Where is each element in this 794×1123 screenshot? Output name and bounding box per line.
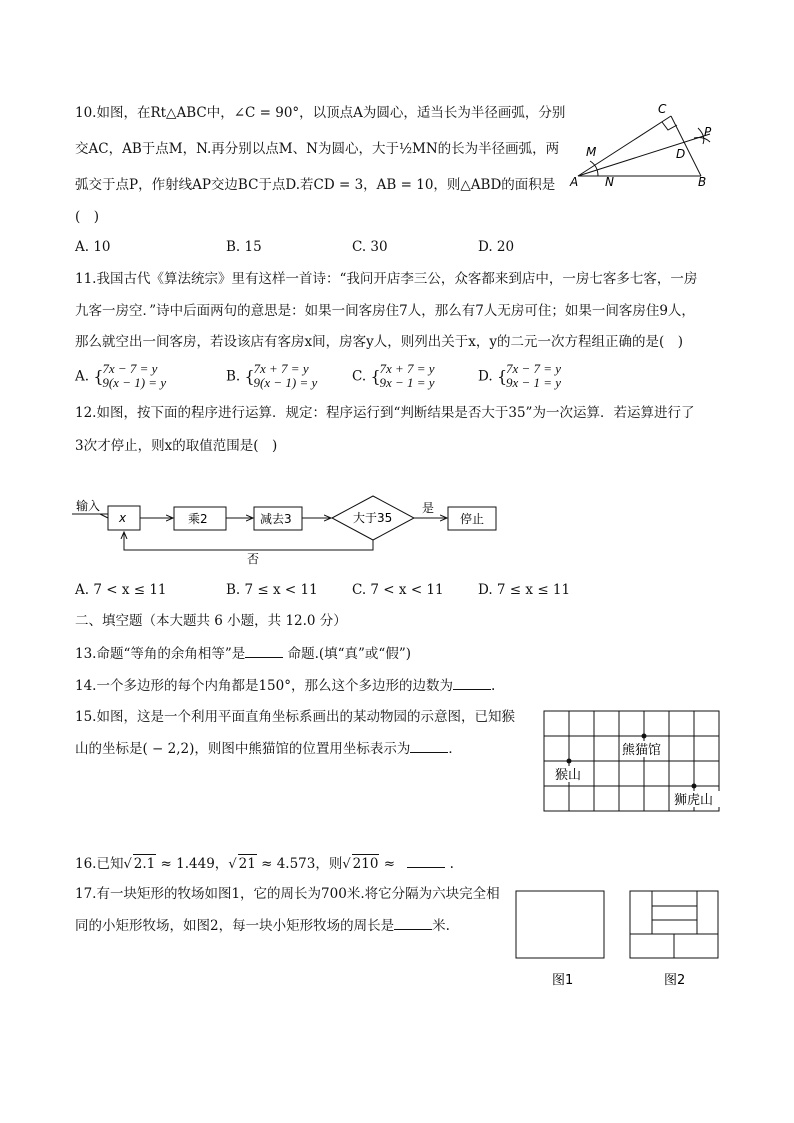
q11-option-b-eq1: 7x + 7 = y: [253, 361, 309, 376]
figure-2-rectangle: [630, 891, 718, 958]
flow-multiply-label: 乘2: [188, 512, 208, 526]
label-a: A: [570, 175, 579, 189]
monkey-point: [567, 759, 572, 764]
q10-line-2: 交AC，AB于点M，N.再分别以点M、N为圆心，大于½MN的长为半径画弧，两: [75, 141, 560, 157]
q11-option-c-label: C.: [352, 368, 367, 385]
q14-answer-blank[interactable]: [453, 677, 491, 690]
q16-value-2: ≈ 4.573，则: [256, 856, 343, 872]
label-d: D: [676, 147, 686, 161]
figure-1-caption: 图1: [552, 973, 574, 988]
q10-triangle-figure: [568, 98, 718, 190]
figure-1-rectangle: [516, 891, 604, 958]
q11-option-c: C. { 7x + 7 = y 9x − 1 = y: [352, 361, 435, 390]
q17-line-1: 17.有一块矩形的牧场如图1，它的周长为700米.将它分隔为六块完全相: [75, 886, 500, 902]
flow-stop-label: 停止: [460, 512, 485, 526]
q11-option-a-label: A.: [75, 368, 90, 385]
q15-answer-blank[interactable]: [410, 740, 448, 753]
q17-suffix: 米.: [432, 918, 450, 934]
q11-option-b-eq2: 9(x − 1) = y: [253, 375, 318, 390]
q16-suffix: .: [445, 856, 454, 872]
q17-line-2: [75, 917, 450, 935]
q13-prefix: 13.命题“等角的余角相等”是: [75, 646, 246, 662]
q10-line-3: 弧交于点P，作射线AP交边BC于点D.若CD = 3，AB = 10，则△ABD的面积是: [75, 177, 556, 193]
q17-prefix: 同的小矩形牧场，如图2，每一块小矩形牧场的周长是: [75, 918, 395, 934]
q12-option-d: D. 7 ≤ x ≤ 11: [478, 582, 571, 598]
q17-answer-blank[interactable]: [394, 917, 432, 930]
tiger-label: 狮虎山: [674, 793, 714, 808]
q16-radicand-1: 2.1: [133, 856, 156, 872]
flow-yes-label: 是: [422, 501, 435, 515]
q11-option-c-eq2: 9x − 1 = y: [379, 375, 435, 390]
q15-suffix: ．: [448, 741, 462, 757]
q10-option-c: C. 30: [352, 239, 388, 255]
q16-prefix: 16.已知: [75, 856, 124, 872]
q12-line-1: 12.如图，按下面的程序进行运算．规定：程序运行到“判断结果是否大于35”为一次运算．若运算进行了: [75, 405, 695, 421]
q12-flowchart: [70, 490, 510, 570]
tiger-point: [692, 784, 697, 789]
q10-line-1: 10.如图，在Rt△ABC中，∠C = 90°，以顶点A为圆心，适当长为半径画弧，分别: [75, 105, 566, 121]
section-2-heading: 二、填空题（本大题共 6 小题，共 12.0 分）: [75, 613, 347, 629]
q12-option-c: C. 7 < x < 11: [352, 582, 444, 598]
q11-option-d-eq1: 7x − 7 = y: [505, 361, 562, 376]
flow-subtract-label: 减去3: [260, 512, 292, 526]
q11-line-2: 九客一房空．”诗中后面两句的意思是：如果一间客房住7人，那么有7人无房可住；如果一间客房住9人，: [75, 303, 695, 319]
q11-option-a: A. { 7x − 7 = y 9(x − 1) = y: [75, 361, 167, 390]
q16-radicand-2: 21: [238, 856, 256, 872]
q11-option-a-eq2: 9(x − 1) = y: [102, 375, 167, 390]
q14-suffix: .: [491, 678, 496, 694]
q11-option-d-eq2: 9x − 1 = y: [505, 375, 562, 390]
q16-radicand-3: 210: [352, 856, 379, 872]
q12-option-b: B. 7 ≤ x < 11: [226, 582, 318, 598]
q15-line-1: 15.如图，这是一个利用平面直角坐标系画出的某动物园的示意图，已知猴: [75, 709, 515, 725]
q14-line: [75, 677, 495, 695]
flow-no-label: 否: [247, 552, 260, 566]
q10-line-4: ( ): [75, 209, 100, 225]
q10-option-a: A. 10: [75, 239, 111, 255]
q15-prefix: 山的坐标是( − 2,2)，则图中熊猫馆的位置用坐标表示为: [75, 741, 411, 757]
q16-line: 16.已知√ 2.1 ≈ 1.449，√ 21 ≈ 4.573，则√ 210 ≈ .: [75, 856, 454, 872]
q10-option-d: D. 20: [478, 239, 515, 255]
label-p: P: [704, 125, 712, 139]
flow-x-label: x: [119, 511, 127, 525]
q13-answer-blank[interactable]: [245, 645, 283, 658]
q16-value-1: ≈ 1.449，: [156, 856, 229, 872]
q16-value-3: ≈: [379, 856, 400, 872]
label-b: B: [698, 175, 707, 189]
flow-input-label: 输入: [76, 499, 101, 513]
q12-line-2: 3次才停止，则x的取值范围是( ): [75, 438, 278, 454]
q13-suffix: 命题.(填“真”或“假”): [283, 646, 412, 662]
panda-label: 熊猫馆: [622, 743, 662, 758]
q11-line-1: 11.我国古代《算法统宗》里有这样一首诗：“我问开店李三公，众客都来到店中，一房七客多七客，一房: [75, 271, 698, 287]
figure-2-caption: 图2: [664, 973, 686, 988]
label-n: N: [605, 175, 614, 189]
q11-option-a-eq1: 7x − 7 = y: [102, 361, 158, 376]
flow-condition-label: 大于35: [353, 511, 393, 525]
q11-option-b: B. { 7x + 7 = y 9(x − 1) = y: [226, 361, 318, 390]
panda-point: [642, 734, 647, 739]
label-c: C: [658, 102, 667, 116]
q11-option-d: D. { 7x − 7 = y 9x − 1 = y: [478, 361, 562, 390]
q13-line: [75, 645, 411, 663]
monkey-label: 猴山: [555, 768, 582, 783]
q15-line-2: [75, 740, 462, 758]
label-m: M: [586, 145, 597, 159]
q12-option-a: A. 7 < x ≤ 11: [75, 582, 167, 598]
q11-option-b-label: B.: [226, 368, 241, 385]
q15-zoo-grid-figure: [543, 710, 723, 814]
q11-option-c-eq1: 7x + 7 = y: [379, 361, 435, 376]
q11-option-d-label: D.: [478, 368, 493, 385]
q17-pasture-figures: [512, 886, 722, 996]
q10-option-b: B. 15: [226, 239, 262, 255]
q16-answer-blank[interactable]: [407, 855, 445, 868]
q11-line-3: 那么就空出一间客房，若设该店有客房x间，房客y人，则列出关于x，y的二元一次方程组正确的是( ): [75, 334, 684, 350]
q14-prefix: 14.一个多边形的每个内角都是150°，那么这个多边形的边数为: [75, 678, 453, 694]
